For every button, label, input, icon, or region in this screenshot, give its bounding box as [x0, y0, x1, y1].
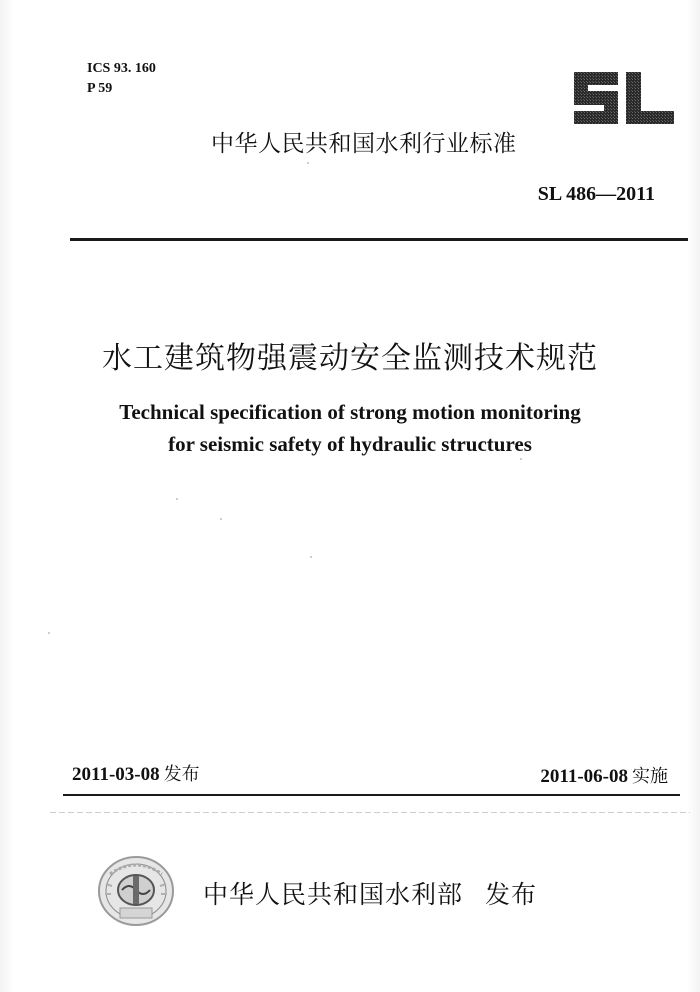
publisher: [203, 875, 537, 911]
standard-number: SL 486—2011: [537, 183, 655, 205]
title-english: [0, 396, 700, 460]
effective-label: 实施: [632, 766, 668, 787]
scan-speck: [220, 518, 222, 520]
publisher-name: 中华人民共和国水利部: [203, 880, 464, 909]
footer-divider: [63, 794, 680, 796]
classification-codes: [87, 59, 156, 99]
title-english-line1: Technical specification of strong motion monitoring: [119, 400, 581, 424]
title-english-line2: for seismic safety of hydraulic structures: [168, 432, 532, 456]
publisher-action: 发布: [485, 880, 538, 909]
title-chinese: 水工建筑物强震动安全监测技术规范: [102, 341, 598, 376]
scan-speck: [48, 632, 50, 634]
issued-label: 发布: [163, 764, 200, 785]
issued-date-block: [72, 760, 200, 786]
ics-code: ICS 93. 160: [87, 61, 156, 76]
p-code: P 59: [87, 81, 113, 96]
scan-speck: [520, 458, 522, 460]
sl-logo-icon: [566, 70, 676, 126]
footer-divider-thin: [50, 812, 690, 813]
effective-date-block: [540, 762, 668, 788]
issued-date: 2011-03-08: [72, 764, 160, 785]
effective-date: 2011-06-08: [540, 766, 628, 787]
issuing-authority: 中华人民共和国水利行业标准: [211, 131, 517, 157]
scan-speck: [310, 556, 312, 558]
scan-speck: [307, 162, 309, 164]
scan-speck: [176, 498, 178, 500]
header-divider: [70, 238, 688, 241]
ministry-seal-icon: [96, 854, 176, 928]
